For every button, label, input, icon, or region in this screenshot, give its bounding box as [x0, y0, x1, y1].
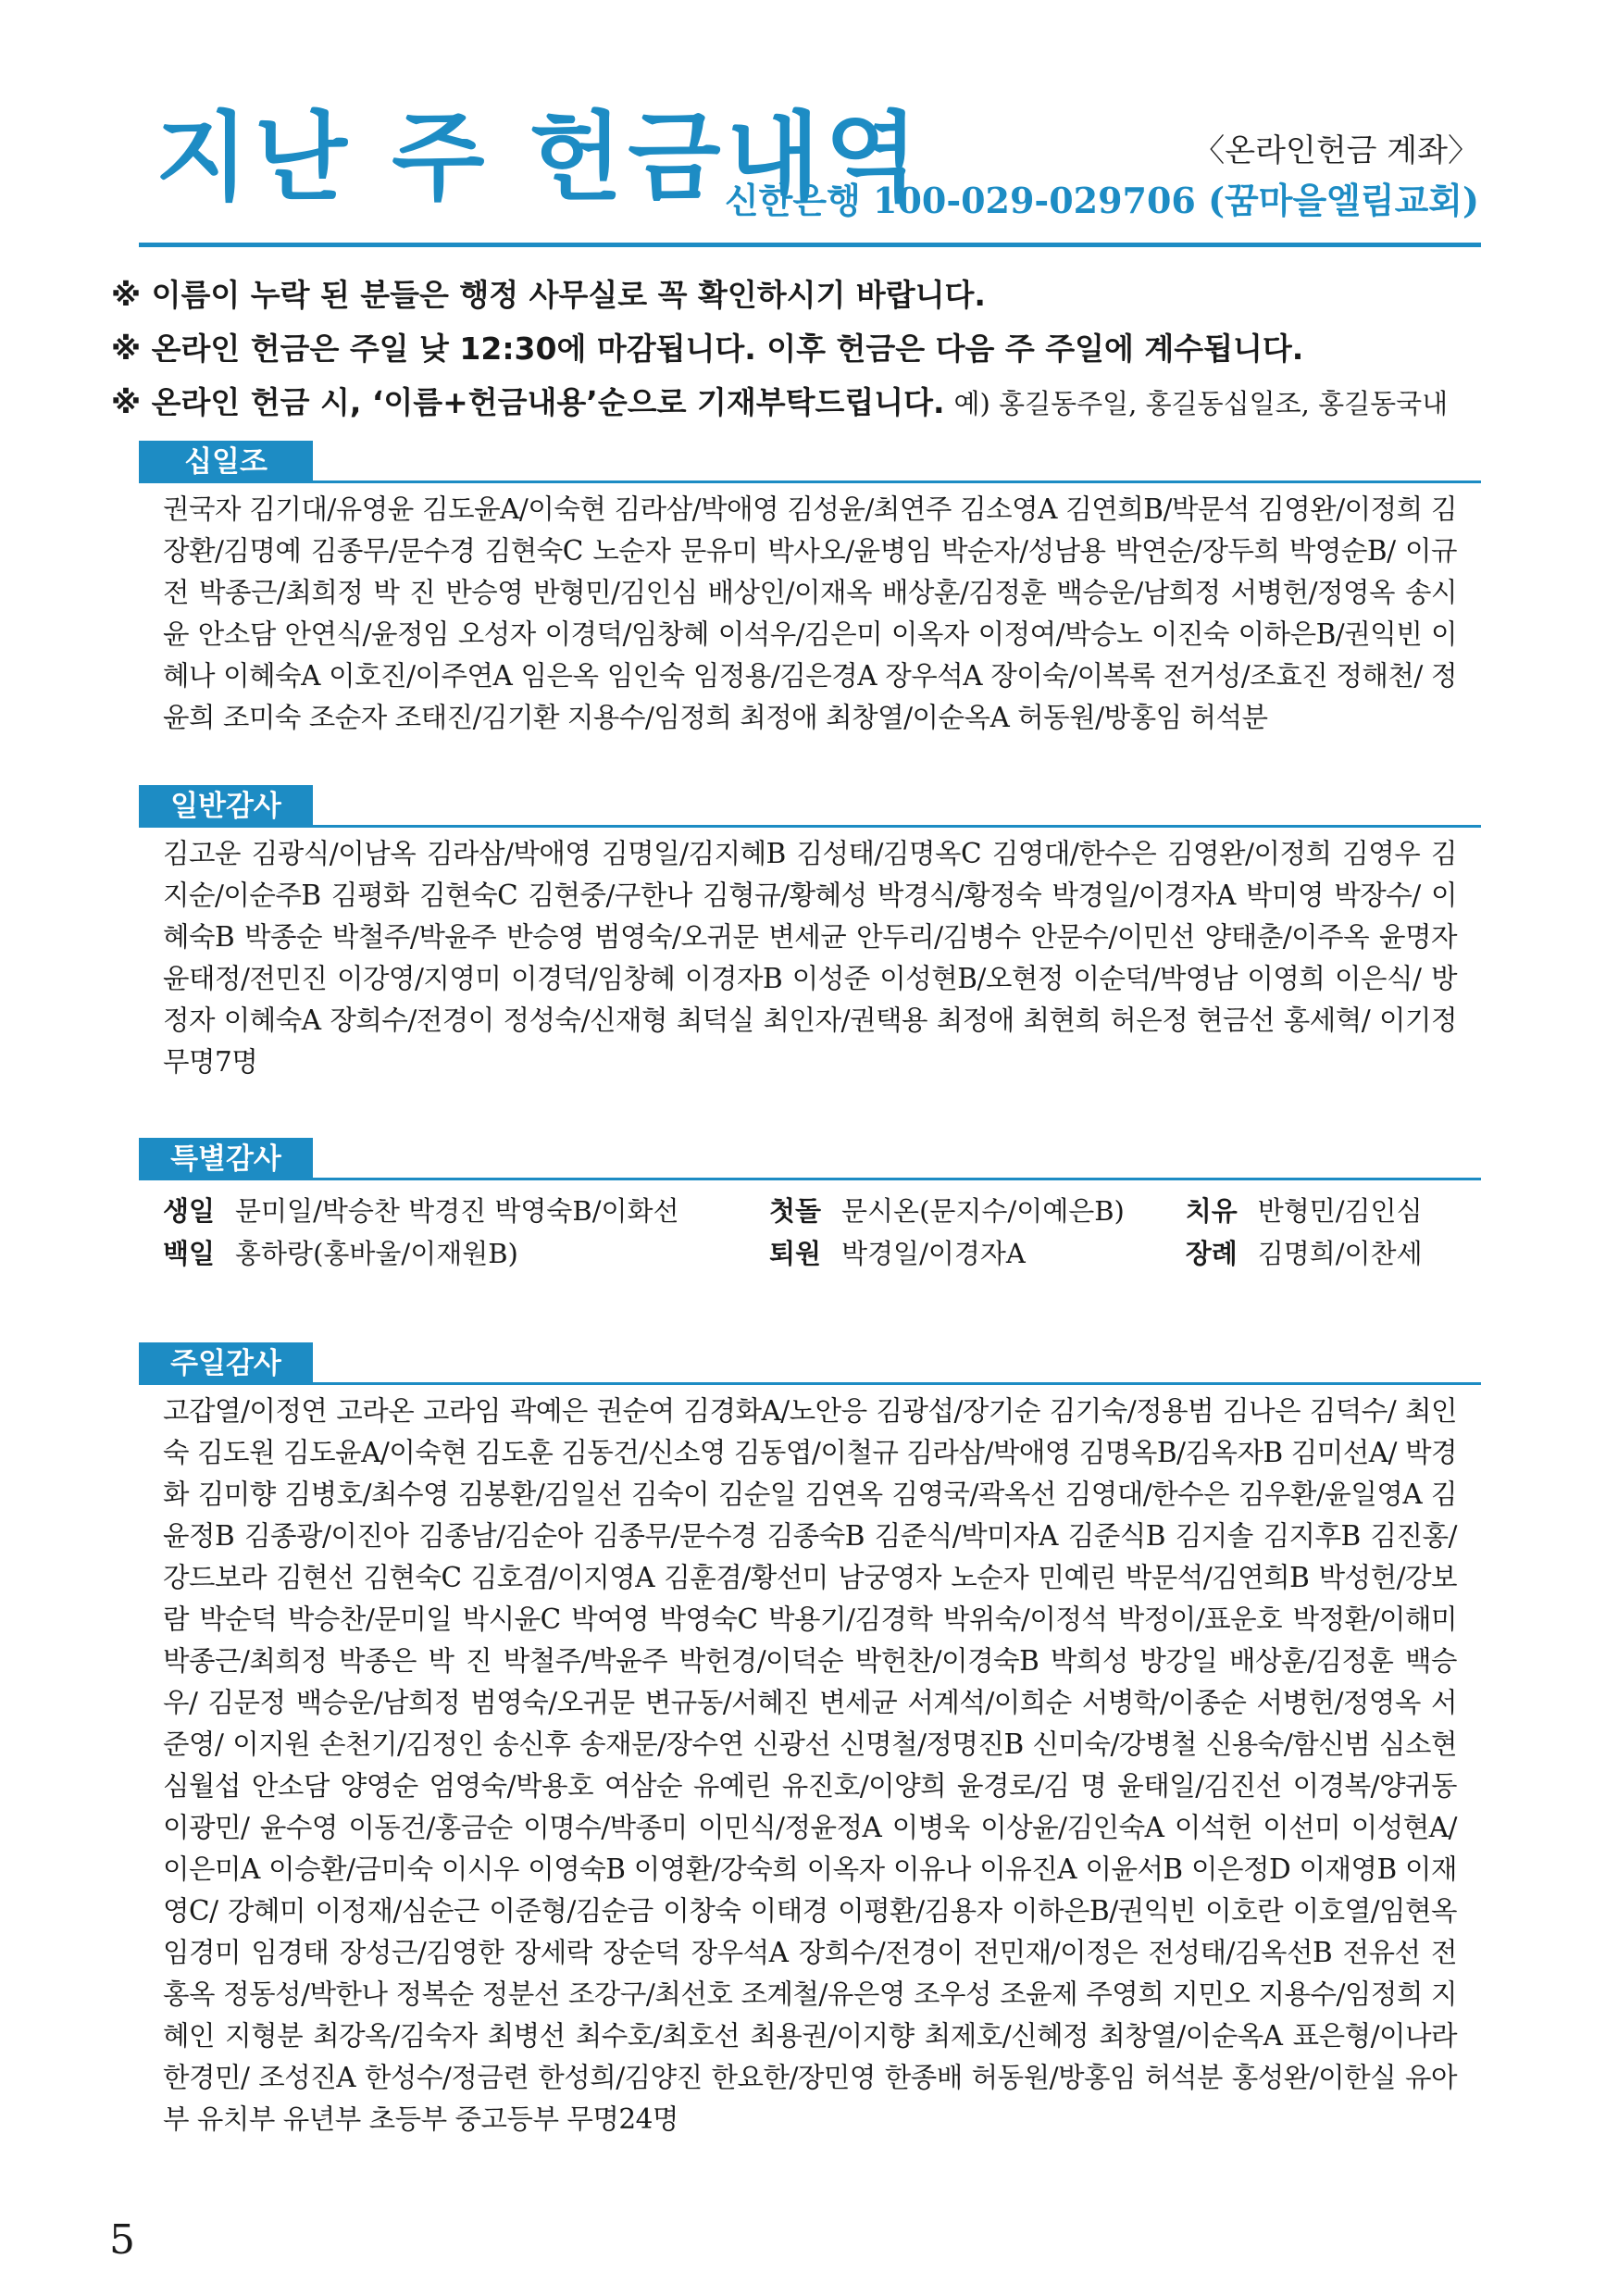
special-key: 퇴원: [769, 1238, 822, 1269]
page-number: 5: [109, 2216, 135, 2264]
special-key: 첫돌: [769, 1195, 822, 1227]
section-header: [139, 1342, 1481, 1385]
tithe-names: 권국자 김기대/유영윤 김도윤A/이숙현 김라삼/박애영 김성윤/최연주 김소영A 김연희B/박문석 김영완/이정희 김장환/김명예 김종무/문수경 김현숙C 노순자 문유미 박사오/윤병임 박순자/성남용 박연순/장두희 박영순B/ 이규전 박종근/최희정 박 진 반승영 반형민/김인심 배상인/이재옥 배상훈/김정훈 백승운/남희정 서병헌/정영옥 송시윤 안소담 안연식/윤정임 오성자 이경덕/임창혜 이석우/김은미 이옥자 이정여/박승노 이진숙 이하은B/권익빈 이혜나 이혜숙A 이호진/이주연A 임은옥 임인숙 임정용/김은경A 장우석A 장이숙/이복록 전거성/조효진 정해천/ 정윤희 조미숙 조순자 조태진/김기환 지용수/임정희 최정애 최창열/이순옥A 허동원/방홍임 허석분: [163, 493, 1457, 733]
special-value: 김명희/이찬세: [1257, 1238, 1423, 1269]
special-value: 문시온(문지수/이예은B): [841, 1195, 1125, 1227]
section-tag: 일반감사: [139, 785, 313, 828]
notice-text: ※ 온라인 헌금 시, ‘이름+헌금내용’순으로 기재부탁드립니다.: [111, 384, 945, 420]
section-special: [139, 1138, 1481, 1275]
page-title: 지난 주 헌금내역: [156, 101, 924, 214]
special-cell: [769, 1190, 1186, 1232]
special-row: [163, 1232, 1457, 1275]
account-label: 〈온라인헌금 계좌〉: [1193, 132, 1479, 169]
section-header: [139, 785, 1481, 828]
header-divider: [139, 243, 1481, 247]
notice-item: ※ 온라인 헌금은 주일 낮 12:30에 마감됩니다. 이후 헌금은 다음 주 주일에 계수됩니다.: [111, 331, 1304, 367]
special-key: 장례: [1185, 1238, 1238, 1269]
special-value: 문미일/박승찬 박경진 박영숙B/이화선: [235, 1195, 679, 1227]
special-key: 치유: [1185, 1195, 1238, 1227]
special-value: 홍하랑(홍바울/이재원B): [235, 1238, 518, 1269]
section-header: [139, 441, 1481, 483]
section-header: [139, 1138, 1481, 1180]
special-key: 생일: [163, 1195, 216, 1227]
section-divider: [139, 1382, 1481, 1385]
notice-list: [111, 268, 1500, 430]
special-cell: [1186, 1190, 1457, 1232]
section-tag: 특별감사: [139, 1138, 313, 1180]
special-key: 백일: [163, 1238, 216, 1269]
notice-item: [111, 376, 1500, 430]
section-tag: 십일조: [139, 441, 313, 483]
notice-example: 예) 홍길동주일, 홍길동십일조, 홍길동국내: [953, 388, 1449, 419]
sunday-names: 고갑열/이정연 고라온 고라임 곽예은 권순여 김경화A/노안응 김광섭/장기순 김기숙/정용범 김나은 김덕수/ 최인숙 김도원 김도윤A/이숙현 김도훈 김동건/신소영 김동엽/이철규 김라삼/박애영 김명옥B/김옥자B 김미선A/ 박경화 김미향 김병호/최수영 김봉환/김일선 김숙이 김순일 김연옥 김영국/곽옥선 김영대/한수은 김우환/윤일영A 김윤정B 김종광/이진아 김종남/김순아 김종무/문수경 김종숙B 김준식/박미자A 김준식B 김지솔 김지후B 김진홍/ 강드보라 김현선 김현숙C 김호겸/이지영A 김훈겸/황선미 남궁영자 노순자 민예린 박문석/김연희B 박성헌/강보람 박순덕 박승찬/문미일 박시윤C 박여영 박영숙C 박용기/김경학 박위숙/이정석 박정이/표운호 박정환/이해미 박종근/최희정 박종은 박 진 박철주/박윤주 박헌경/이덕순 박헌찬/이경숙B 박희성 방강일 배상훈/김정훈 백승우/ 김문정 백승운/남희정 범영숙/오귀문 변규동/서혜진 변세균 서계석/이희순 서병학/이종순 서병헌/정영옥 서준영/ 이지원 손천기/김정인 송신후 송재문/장수연 신광선 신명철/정명진B 신미숙/강병철 신용숙/함신범 심소현 심월섭 안소담 양영순 엄영숙/박용호 여삼순 유예린 유진호/이양희 윤경로/김 명 윤태일/김진선 이경복/양귀동 이광민/ 윤수영 이동건/홍금순 이명수/박종미 이민식/정윤정A 이병욱 이상윤/김인숙A 이석헌 이선미 이성현A/이은미A 이승환/금미숙 이시우 이영숙B 이영환/강숙희 이옥자 이유나 이유진A 이윤서B 이은정D 이재영B 이재영C/ 강혜미 이정재/심순근 이준형/김순금 이창숙 이태경 이평환/김용자 이하은B/권익빈 이호란 이호열/임현옥 임경미 임경태 장성근/김영한 장세락 장순덕 장우석A 장희수/전경이 전민재/이정은 전성태/김옥선B 전유선 전홍옥 정동성/박한나 정복순 정분선 조강구/최선호 조계철/유은영 조우성 조윤제 주영희 지민오 지용수/임정희 지혜인 지형분 최강옥/김숙자 최병선 최수호/최호선 최용권/이지향 최제호/신혜정 최창열/이순옥A 표은형/이나라 한경민/ 조성진A 한성수/정금련 한성희/김양진 한요한/장민영 한종배 허동원/방홍임 허석분 홍성완/이한실 유아부 유치부 유년부 초등부 중고등부 무명24명: [163, 1395, 1457, 2135]
special-cell: [163, 1232, 769, 1275]
section-divider: [139, 1178, 1481, 1180]
section-tag: 주일감사: [139, 1342, 313, 1385]
section-divider: [139, 480, 1481, 483]
special-value: 박경일/이경자A: [841, 1238, 1026, 1269]
special-value: 반형민/김인심: [1257, 1195, 1423, 1227]
special-cell: [163, 1190, 769, 1232]
section-general: [139, 785, 1481, 1083]
section-tithe: [139, 441, 1481, 739]
section-sunday: [139, 1342, 1481, 2140]
special-cell: [769, 1232, 1186, 1275]
special-row: [163, 1190, 1457, 1232]
special-grid: [139, 1180, 1481, 1275]
special-cell: [1186, 1232, 1457, 1275]
section-divider: [139, 825, 1481, 828]
account-info: 신한은행 100-029-029706 (꿈마을엘림교회): [724, 180, 1479, 221]
notice-item: ※ 이름이 누락 된 분들은 행정 사무실로 꼭 확인하시기 바랍니다.: [111, 277, 986, 313]
general-names: 김고운 김광식/이남옥 김라삼/박애영 김명일/김지혜B 김성태/김명옥C 김영대/한수은 김영완/이정희 김영우 김지순/이순주B 김평화 김현숙C 김현중/구한나 김형규/황혜성 박경식/황정숙 박경일/이경자A 박미영 박장수/ 이혜숙B 박종순 박철주/박윤주 반승영 범영숙/오귀문 변세균 안두리/김병수 안문수/이민선 양태춘/이주옥 윤명자 윤태정/전민진 이강영/지영미 이경덕/임창혜 이경자B 이성준 이성현B/오현정 이순덕/박영남 이영희 이은식/ 방정자 이혜숙A 장희수/전경이 정성숙/신재형 최덕실 최인자/권택용 최정애 최현희 허은정 현금선 홍세혁/ 이기정 무명7명: [163, 838, 1457, 1078]
